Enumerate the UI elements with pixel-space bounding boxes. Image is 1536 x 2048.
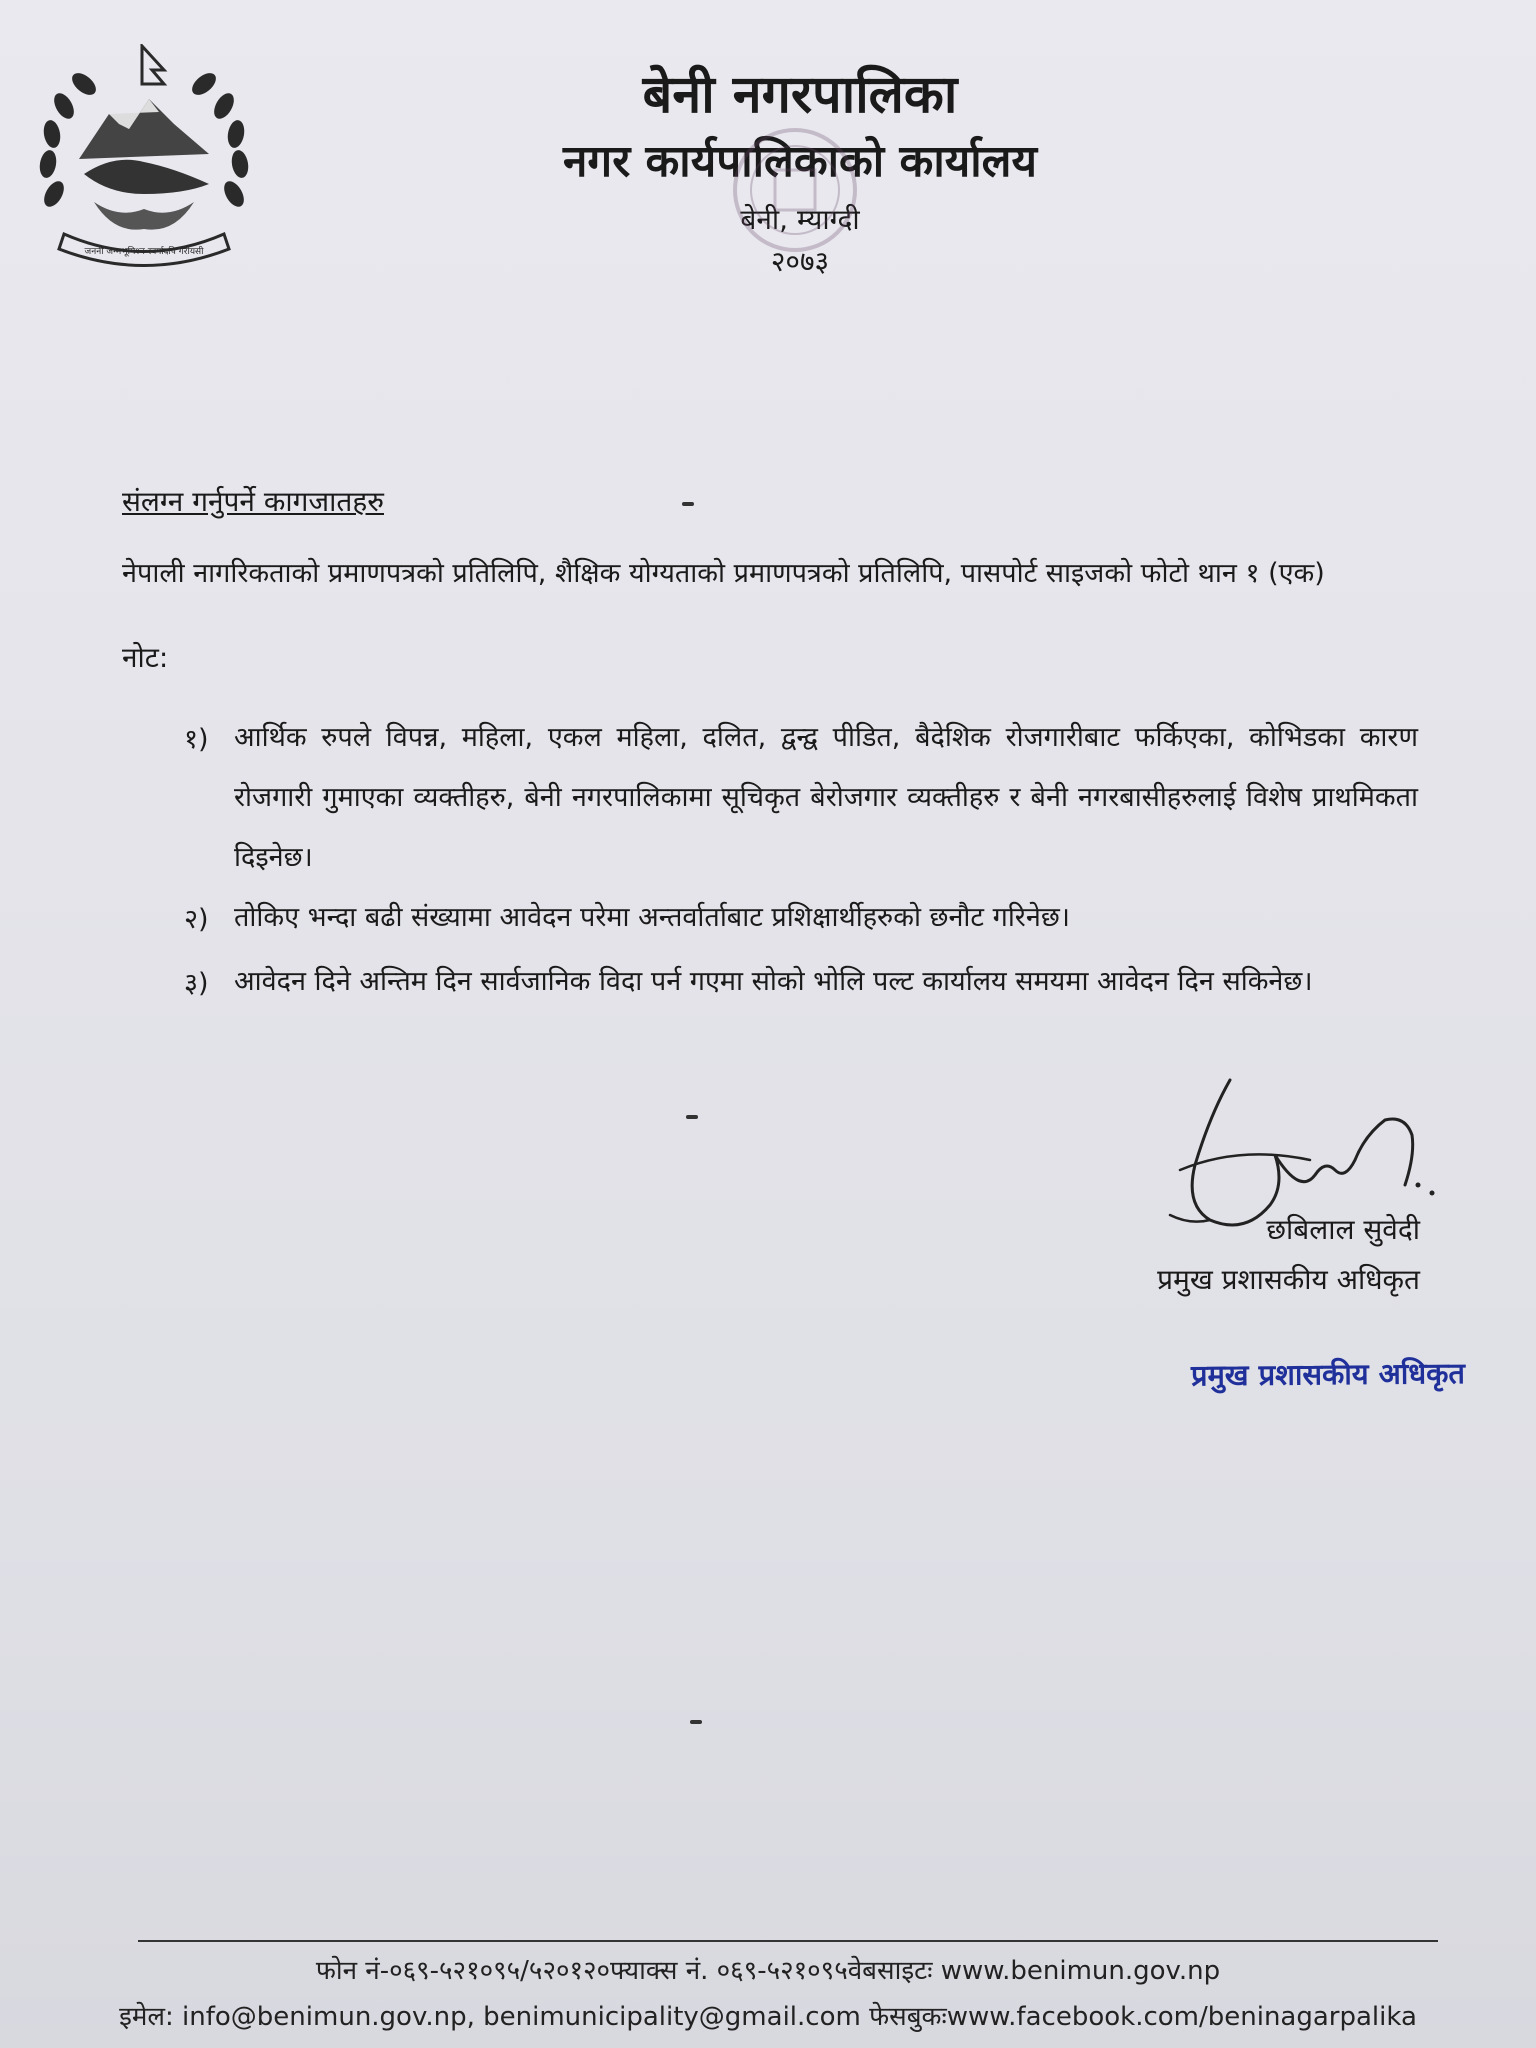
scan-mark: [682, 502, 694, 506]
note-item: [184, 888, 1418, 952]
footer-phone-line: फोन नं-०६९-५२१०९५/५२०१२०फ्याक्स नं. ०६९-५२१०९५वेबसाइटः www.benimun.gov.np: [315, 1956, 1221, 1986]
note-number: २): [184, 904, 209, 935]
office-location: बेनी, म्याग्दी: [740, 203, 860, 236]
note-number: १): [184, 724, 209, 755]
scan-mark: [686, 1115, 698, 1119]
documents-text: नेपाली नागरिकताको प्रमाणपत्रको प्रतिलिपि, शैक्षिक योग्यताको प्रमाणपत्रको प्रतिलिपि, पासपोर्ट साइजको फोटो थान १ (एक): [122, 558, 1325, 589]
organization-name: बेनी नगरपालिका: [642, 65, 958, 125]
note-number: ३): [184, 968, 209, 999]
scan-mark: [690, 1720, 702, 1724]
signatory-name: छबिलाल सुवेदी: [1266, 1213, 1420, 1246]
footer-email-line: इमेल: info@benimun.gov.np, benimunicipality@gmail.com फेसबुकःwww.facebook.com/beninagarpalika: [119, 2002, 1417, 2032]
footer-contact: [60, 1948, 1476, 2040]
nepal-government-emblem-icon: [24, 44, 264, 274]
note-text: तोकिए भन्दा बढी संख्यामा आवेदन परेमा अन्तर्वार्ताबाट प्रशिक्षार्थीहरुको छनौट गरिनेछ।: [234, 902, 1070, 933]
note-item: [184, 708, 1418, 888]
designation-stamp: प्रमुख प्रशासकीय अधिकृत: [1190, 1356, 1466, 1393]
notes-list: [122, 708, 1418, 1016]
emblem-motto: जननी जन्मभूमिश्च स्वर्गादपि गरीयसी: [84, 247, 204, 257]
signatory-block: [1050, 1205, 1420, 1305]
office-seal-icon: [720, 100, 870, 280]
letter-body: [122, 470, 1418, 1016]
documents-heading: संलग्न गर्नुपर्ने कागजातहरु: [122, 485, 384, 518]
established-year: २०७३: [770, 245, 830, 278]
note-text: आर्थिक रुपले विपन्न, महिला, एकल महिला, दलित, द्वन्द्व पीडित, बैदेशिक रोजगारीबाट फर्किएका, कोभिडका कारण रोजगारी गुमाएका व्यक्तीहरु, बेनी नगरपालिकामा सूचिकृत बेरोजगार व्यक्तीहरु र बेनी नगरबासीहरुलाई विशेष प्राथमिकता दिइनेछ।: [234, 722, 1418, 873]
notes-label: नोट:: [122, 641, 169, 674]
footer-divider: [138, 1940, 1438, 1942]
note-text: आवेदन दिने अन्तिम दिन सार्वजानिक विदा पर्न गएमा सोको भोलि पल्ट कार्यालय समयमा आवेदन दिन सकिनेछ।: [234, 966, 1313, 997]
office-name: नगर कार्यपालिकाको कार्यालय: [563, 136, 1037, 187]
signatory-title: प्रमुख प्रशासकीय अधिकृत: [1157, 1263, 1420, 1296]
note-item: [184, 952, 1418, 1016]
